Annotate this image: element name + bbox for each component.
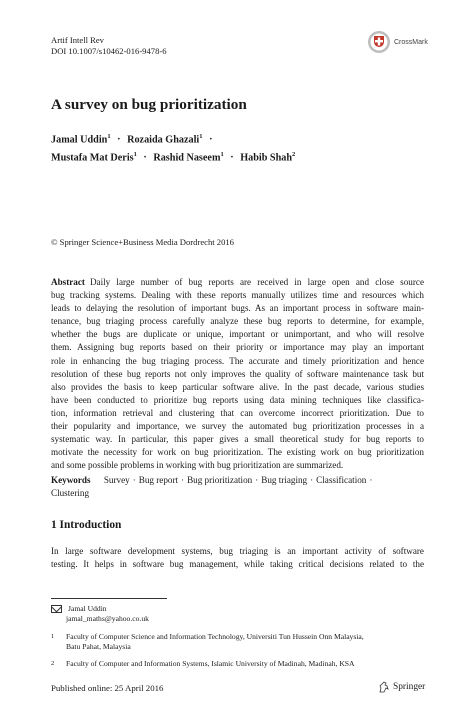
keyword: Survey [103,475,130,485]
abstract-line: also provides the basis to keep particular software alive. In the past decade, various studies [51,381,424,392]
author-name[interactable]: Mustafa Mat Deris [51,152,134,164]
author-line-1 [51,130,295,148]
body-line: In large software development systems, bug triaging is an important activity of software [51,546,424,556]
author-affil: 1 [133,150,137,158]
affiliation-2 [51,659,431,669]
affiliation-text: Batu Pahat, Malaysia [66,642,131,652]
abstract-line: their popularity and importance, we survey the automated bug prioritization processes in a [51,421,424,432]
keywords-label: Keywords [51,475,91,485]
publisher-logo [378,681,425,693]
springer-horse-icon [378,681,390,693]
abstract-line: tenance, bug triaging process carefully analyze these bug reports to determine, for example, [51,316,424,327]
affiliation-text: Faculty of Computer Science and Information Technology, Universiti Tun Hussein Onn Malaysia, [66,632,364,641]
crossmark-label: CrossMark [394,38,428,46]
keyword-separator: · [369,475,373,485]
abstract-line: role in enhancing the bug triaging process. The accurate and timely prioritization and hence [51,355,424,366]
author-list [51,130,295,166]
author-separator: · [230,152,234,164]
crossmark-icon [367,30,391,54]
abstract-line: and some possible problems in working with bug prioritization are summarized. [51,460,344,471]
abstract-label: Abstract [51,277,85,287]
affiliation-number: 1 [51,633,55,640]
keyword-separator: · [181,475,185,485]
abstract-line: whether the bugs are duplicate or unique, important or unimportant, and who will resolve [51,329,424,340]
abstract-line [51,276,424,289]
keywords [51,474,424,500]
abstract-line: motivate the necessity for work on bug prioritization. The existing work on bug prioritization [51,447,424,458]
abstract-line: them. Assigning bug reports based on their priority or importance may play an important [51,342,424,353]
author-affil: 1 [220,150,224,158]
keyword: Bug prioritization [187,475,253,485]
abstract-line: bug tracking systems. Dealing with these reports manually utilizes time and resources which [51,290,424,301]
author-name[interactable]: Jamal Uddin [51,134,108,146]
abstract-line: tion, information retrieval and clustering that can overcome incorrect prioritization. Due to [51,407,424,418]
envelope-icon [51,605,62,613]
author-separator: · [143,152,147,164]
section-heading: 1 Introduction [51,519,122,531]
abstract-line: have been conducted to prioritize bug reports using data mining techniques like classifica- [51,394,424,405]
published-date: Published online: 25 April 2016 [51,683,164,693]
author-name[interactable]: Habib Shah [240,152,293,164]
keyword: Classification [316,475,367,485]
body-line: testing. It helps in software bug management, while taking critical decisions related to the [51,559,424,570]
paper-title: A survey on bug prioritization [51,96,247,113]
journal-header [51,35,167,56]
affiliation-1 [51,632,431,652]
affiliation-number: 2 [51,660,55,667]
abstract-line: systematic way. In particular, this paper gives a small theoretical study for bug reports to [51,434,424,445]
author-separator: · [117,134,121,146]
crossmark-badge[interactable] [367,28,457,56]
abstract-line: leads to delaying the resolution of important bugs. As an important process in software main- [51,303,424,314]
author-name[interactable]: Rashid Naseem [153,152,221,164]
journal-name: Artif Intell Rev [51,35,104,45]
author-line-2 [51,148,295,166]
author-affil: 2 [292,150,296,158]
abstract-text: Daily large number of bug reports are received in large open and close source [89,277,424,287]
corresponding-name: Jamal Uddin [68,604,107,613]
abstract-line: resolution of these bug reports not only improves the quality of software maintenance task but [51,368,424,379]
keyword: Bug triaging [261,475,308,485]
author-name[interactable]: Rozaida Ghazali [127,134,200,146]
footnote-rule [51,598,167,599]
abstract [51,276,424,472]
keyword-separator: · [132,475,136,485]
keyword: Clustering [51,488,90,499]
copyright-notice: © Springer Science+Business Media Dordrecht 2016 [51,237,234,247]
doi[interactable]: DOI 10.1007/s10462-016-9478-6 [51,45,167,56]
author-separator: · [209,134,213,146]
keyword: Bug report [138,475,179,485]
corresponding-email[interactable]: jamal_maths@yahoo.co.uk [66,614,149,624]
section-body [51,545,424,571]
publisher-name: Springer [393,682,426,692]
keyword-separator: · [310,475,314,485]
keyword-separator: · [255,475,259,485]
affiliation-text: Faculty of Computer and Information Systems, Islamic University of Madinah, Madinah, KSA [66,659,355,668]
author-affil: 1 [199,133,203,140]
corresponding-author [51,604,149,624]
author-affil: 1 [107,133,111,140]
